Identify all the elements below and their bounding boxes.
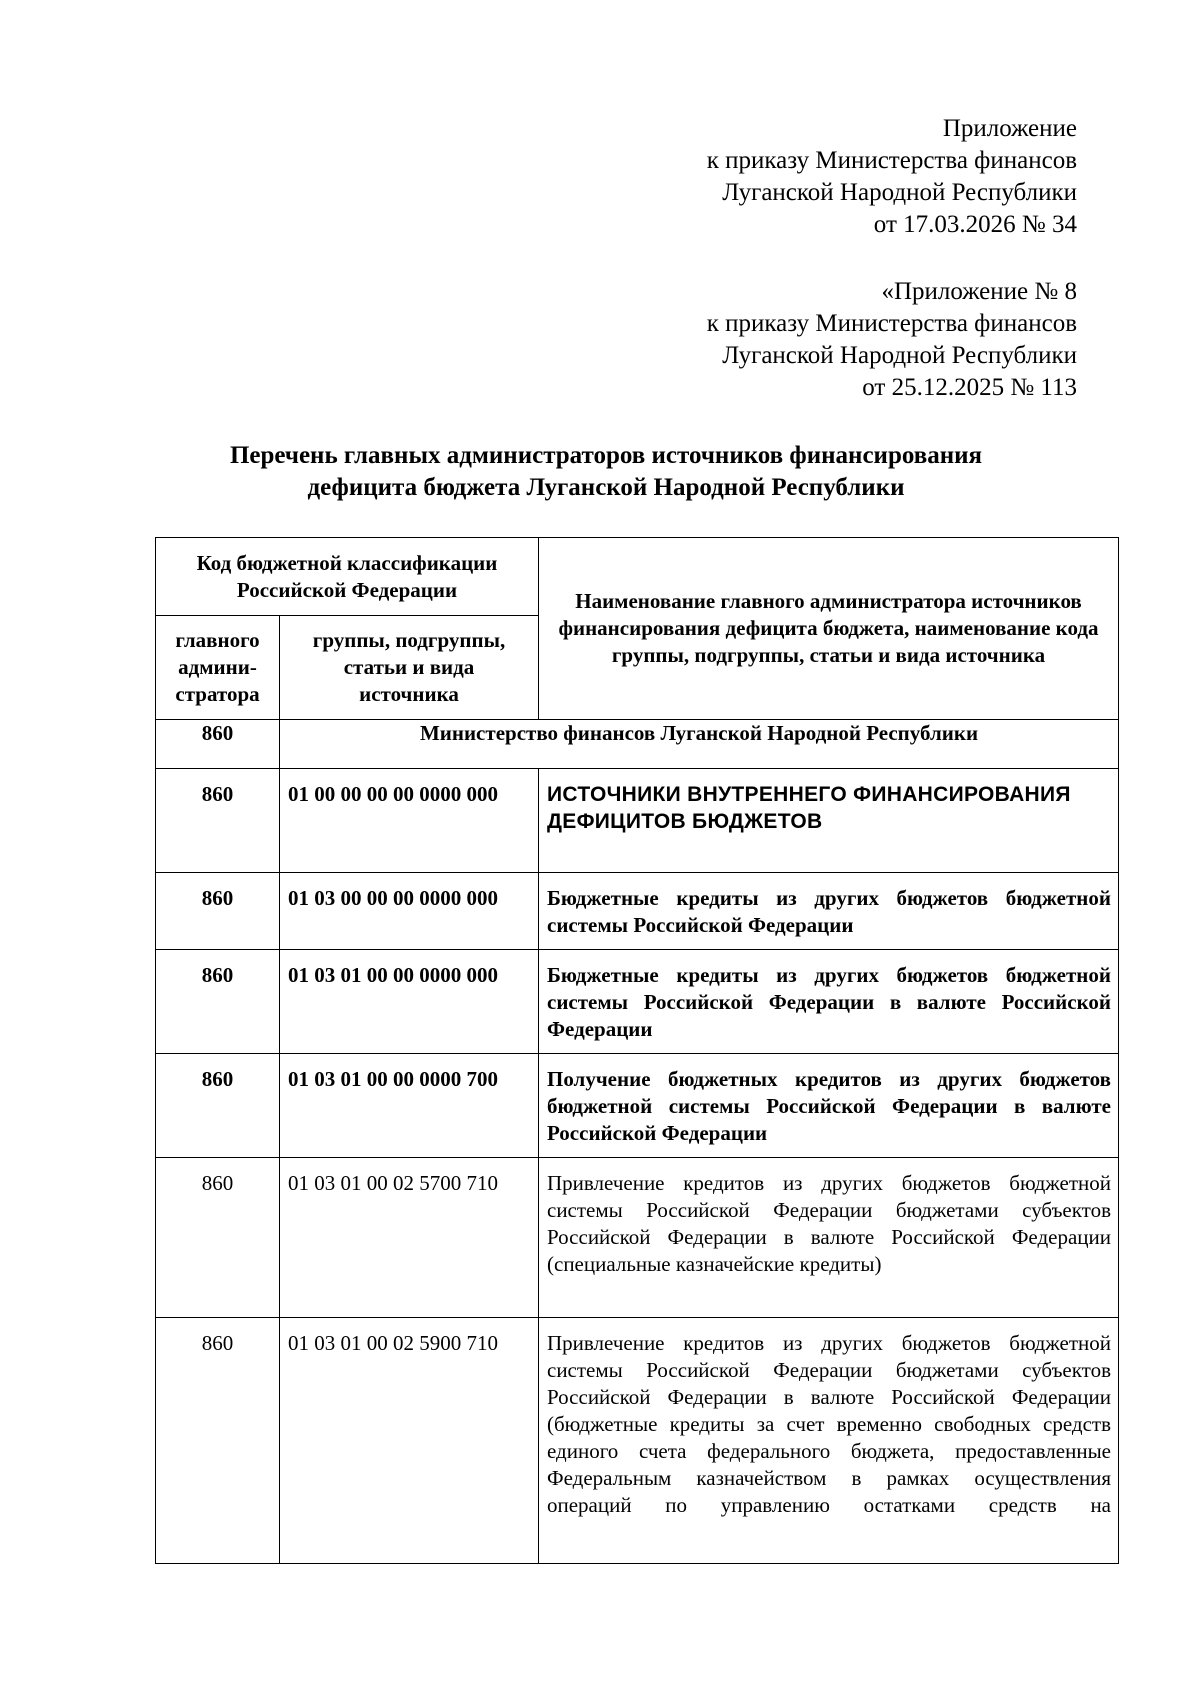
source-name: Бюджетные кредиты из других бюджетов бюджетной системы Российской Федерации в валюте Российской Федерации [539,950,1119,1054]
admin-code: 860 [156,873,280,950]
admin-code: 860 [156,1158,280,1318]
ministry-name: Министерство финансов Луганской Народной Республики [280,720,1119,769]
source-code: 01 03 01 00 00 0000 700 [280,1054,539,1158]
admin-code: 860 [156,1054,280,1158]
table-row [156,1158,1119,1318]
title-line: Перечень главных администраторов источников финансирования [229,442,983,469]
admin-code: 860 [156,1318,280,1564]
table-header-row [156,538,1119,616]
source-code: 01 03 01 00 00 0000 000 [280,950,539,1054]
table-row [156,720,1119,769]
header-admin: главного админи- стратора [156,616,280,720]
appendix-line: от 17.03.2026 № 34 [873,211,1077,238]
admin-code: 860 [156,769,280,873]
source-code: 01 00 00 00 00 0000 000 [280,769,539,873]
appendix-line: к приказу Министерства финансов [706,310,1077,337]
appendix-line: от 25.12.2025 № 113 [862,374,1077,401]
appendix-line: Луганской Народной Республики [722,179,1077,206]
admin-code: 860 [156,950,280,1054]
table-row [156,873,1119,950]
header-source-code: группы, подгруппы, статьи и вида источника [280,616,539,720]
table-row [156,1318,1119,1564]
appendix-header-amended [707,276,1077,404]
title-line: дефицита бюджета Луганской Народной Республики [307,474,905,501]
header-classification-code: Код бюджетной классификации Российской Федерации [156,538,539,616]
sources-table [155,537,1119,1564]
appendix-line: Приложение [942,115,1077,142]
table-row [156,950,1119,1054]
header-name: Наименование главного администратора источников финансирования дефицита бюджета, наименование кода группы, подгруппы, статьи и вида источника [539,538,1119,720]
table-row [156,1054,1119,1158]
source-code: 01 03 00 00 00 0000 000 [280,873,539,950]
document-title [0,440,1200,504]
appendix-line: Луганской Народной Республики [722,342,1077,369]
source-code: 01 03 01 00 02 5900 710 [280,1318,539,1564]
source-name: ИСТОЧНИКИ ВНУТРЕННЕГО ФИНАНСИРОВАНИЯ ДЕФИЦИТОВ БЮДЖЕТОВ [539,769,1119,873]
source-name: Привлечение кредитов из других бюджетов бюджетной системы Российской Федерации бюджетами субъектов Российской Федерации в валюте Российской Федерации (бюджетные кредиты за счет временно свободных средств единого счета федерального бюджета, предоставленные Федеральным казначейством в рамках осуществления операций по управлению остатками средств на [539,1318,1119,1564]
admin-code: 860 [156,720,280,769]
source-name: Бюджетные кредиты из других бюджетов бюджетной системы Российской Федерации [539,873,1119,950]
source-name: Привлечение кредитов из других бюджетов бюджетной системы Российской Федерации бюджетами субъектов Российской Федерации в валюте Российской Федерации (специальные казначейские кредиты) [539,1158,1119,1318]
appendix-line: «Приложение № 8 [881,278,1077,305]
table-row [156,769,1119,873]
source-name: Получение бюджетных кредитов из других бюджетов бюджетной системы Российской Федерации в валюте Российской Федерации [539,1054,1119,1158]
appendix-line: к приказу Министерства финансов [706,147,1077,174]
appendix-header-current [707,113,1077,241]
source-code: 01 03 01 00 02 5700 710 [280,1158,539,1318]
